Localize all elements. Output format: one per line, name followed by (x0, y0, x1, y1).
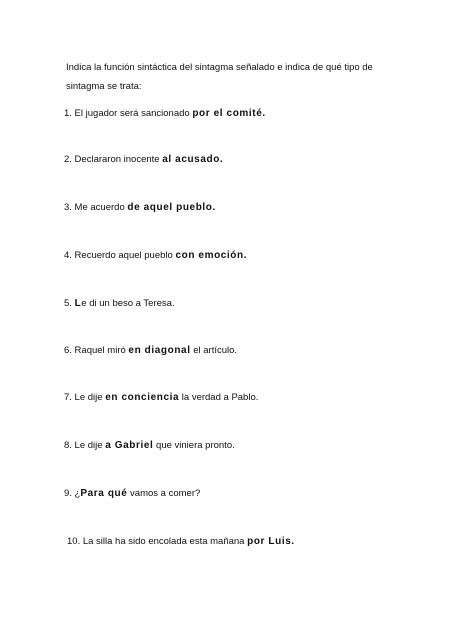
instructions-line-2: sintagma se trata: (66, 81, 142, 92)
instructions-line-1: Indica la función sintáctica del sintagma señalado e indica de qué tipo de (66, 62, 373, 73)
item-highlighted-phrase: al acusado. (162, 154, 224, 165)
item-highlighted-phrase: de aquel pueblo. (127, 202, 216, 213)
item-highlighted-phrase: por el comité. (192, 108, 266, 119)
exercise-item-6 (64, 345, 237, 357)
item-text-after: vamos a comer? (127, 488, 201, 499)
item-highlighted-phrase: Para qué (80, 488, 128, 499)
exercise-item-5 (64, 298, 175, 310)
item-highlighted-phrase: a Gabriel (105, 440, 154, 451)
exercise-item-1 (64, 108, 266, 120)
item-text-before: 7. Le dije (64, 392, 106, 403)
item-text-after: e di un beso a Teresa. (81, 298, 175, 309)
item-text-before: 6. Raquel miró (64, 345, 129, 356)
exercise-item-10 (67, 536, 295, 548)
exercise-item-4 (64, 250, 247, 262)
item-text-before: 4. Recuerdo aquel pueblo (64, 250, 176, 261)
exercise-item-7 (64, 392, 258, 404)
item-highlighted-phrase: por Luis. (247, 536, 295, 547)
item-highlighted-phrase: con emoción. (175, 250, 248, 261)
exercise-item-8 (64, 440, 235, 452)
item-highlighted-phrase: en diagonal (128, 345, 191, 356)
item-text-before: 1. El jugador será sancionado (64, 108, 193, 119)
item-text-before: 5. (64, 298, 75, 309)
item-text-before: 9. ¿ (64, 488, 81, 499)
item-text-before: 2. Declararon inocente (64, 154, 163, 165)
item-text-after: que viniera pronto. (153, 440, 235, 451)
exercise-item-2 (64, 154, 223, 166)
item-highlighted-phrase: en conciencia (105, 392, 180, 403)
item-highlighted-phrase: L (74, 298, 82, 309)
exercise-item-3 (64, 202, 216, 214)
exercise-item-9 (64, 488, 200, 500)
item-text-before: 8. Le dije (64, 440, 106, 451)
item-text-after: la verdad a Pablo. (179, 392, 259, 403)
instructions-text (66, 58, 396, 96)
item-text-before: 10. La silla ha sido encolada esta mañana (67, 536, 248, 547)
item-text-after: el artículo. (190, 345, 238, 356)
item-text-before: 3. Me acuerdo (64, 202, 128, 213)
